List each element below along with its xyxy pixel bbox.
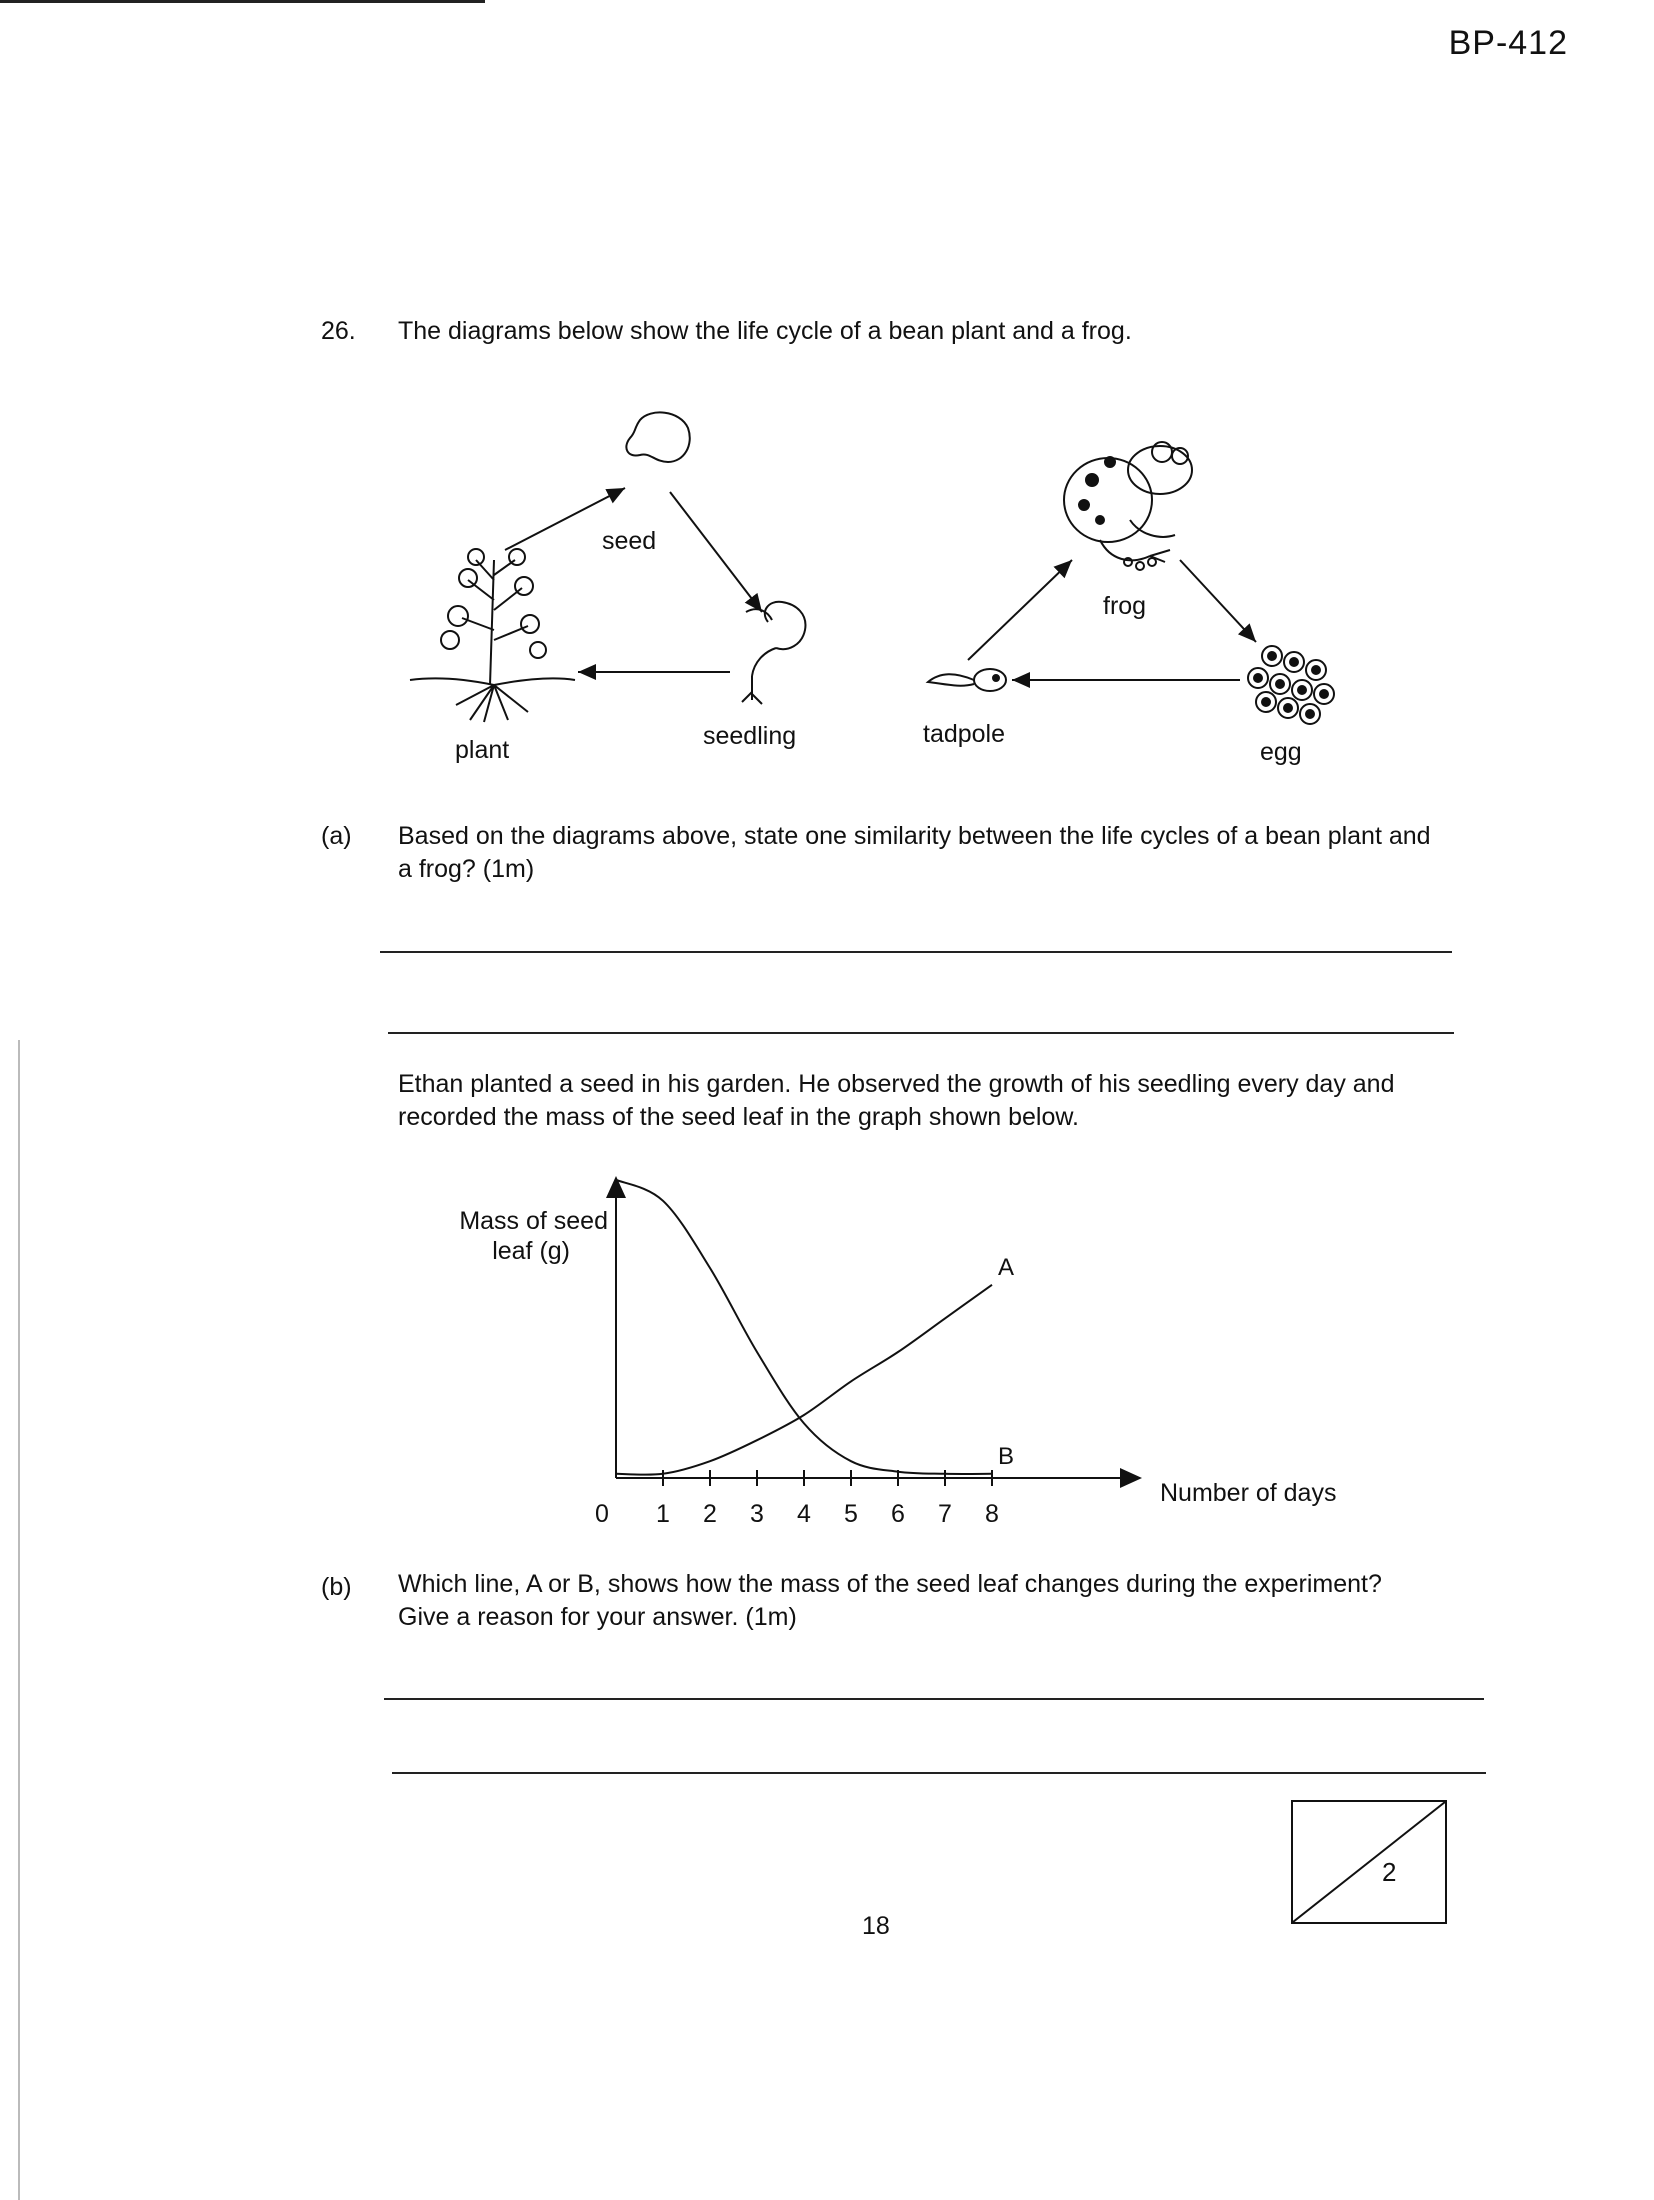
part-a-label: (a) [321,822,352,850]
page-number: 18 [862,1912,890,1940]
series-label-B: B [998,1442,1015,1470]
x-tick-label: 6 [891,1500,905,1528]
label-seed: seed [602,527,657,555]
part-b-label: (b) [321,1573,352,1601]
paper-code: BP-412 [1448,24,1568,62]
experiment-description: Ethan planted a seed in his garden. He observed the growth of his seedling every day and recorded the mass of the seed leaf in the graph shown below. [398,1070,1395,1131]
label-plant: plant [455,736,510,764]
x-tick-label: 7 [938,1500,952,1528]
marks-box [1291,1800,1447,1924]
series-label-A: A [998,1253,1015,1281]
marks-value: 2 [1382,1857,1397,1887]
label-seedling: seedling [703,722,797,750]
x-tick-label: 8 [985,1500,999,1528]
x-tick-label: 4 [797,1500,811,1528]
y-label-line-2: leaf (g) [492,1237,570,1265]
label-tadpole: tadpole [923,720,1006,748]
part-a-question: Based on the diagrams above, state one similarity between the life cycles of a bean plant and a frog? (1m) [398,822,1431,883]
marks-box-diagonal [1293,1802,1445,1922]
y-label-line-1: Mass of seed [459,1207,608,1235]
x-tick-label: 5 [844,1500,858,1528]
label-egg: egg [1260,738,1302,766]
x-tick-label: 1 [656,1500,670,1528]
x-tick-label: 3 [750,1500,764,1528]
question-number: 26. [321,317,356,345]
chart-x-axis-label: Number of days [1160,1479,1337,1507]
label-frog: frog [1103,592,1147,620]
answer-line-b2[interactable] [392,1772,1486,1774]
series-line-A [616,1285,992,1475]
x-tick-label: 2 [703,1500,717,1528]
answer-line-b1[interactable] [384,1698,1484,1700]
question-intro: The diagrams below show the life cycle of a bean plant and a frog. [398,317,1132,345]
part-b-question: Which line, A or B, shows how the mass of the seed leaf changes during the experiment? Give a reason for your answer. (1m) [398,1570,1382,1631]
x-tick-label: 0 [595,1500,609,1528]
series-line-B [616,1180,992,1474]
